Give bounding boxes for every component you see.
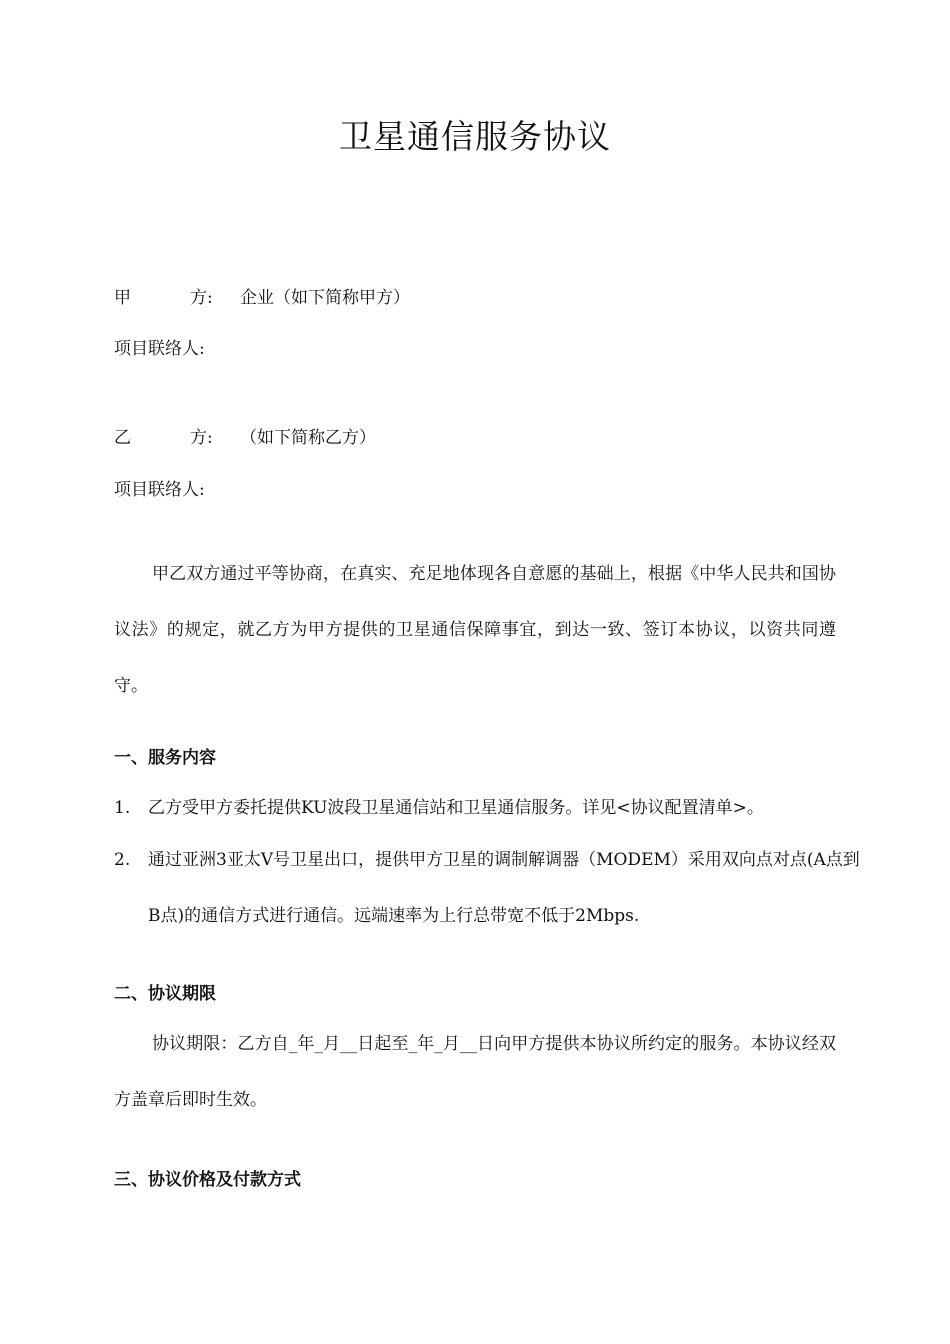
section1-item-1-text: 乙方受甲方委托提供KU波段卫星通信站和卫星通信服务。详见<协议配置清单>。 [148,798,764,818]
document-title: 卫星通信服务协议 [339,117,611,156]
party-a-line [114,286,410,310]
section2-paragraph: 协议期限：乙方自_年_月__日起至_年_月__日向甲方提供本协议所约定的服务。本协议经双方盖章后即时生效。 [114,1034,836,1110]
section1-item-2-number: 2. [114,850,131,870]
preamble-paragraph: 甲乙双方通过平等协商，在真实、充足地体现各自意愿的基础上，根据《中华人民共和国协议法》的规定，就乙方为甲方提供的卫星通信保障事宜，到达一致、签订本协议，以资共同遵守。 [114,564,836,696]
party-a-value: 企业（如下简称甲方） [240,288,410,308]
section1-item-2-text: 通过亚洲3亚太V号卫星出口，提供甲方卫星的调制解调器（MODEM）采用双向点对点(A点到B点)的通信方式进行通信。远端速率为上行总带宽不低于2Mbps. [148,850,860,926]
party-a-contact-label: 项目联络人: [114,339,205,359]
party-a-key: 甲 [114,288,131,308]
party-b-line [114,426,376,450]
section2-heading: 二、协议期限 [114,984,216,1004]
section1-heading: 一、服务内容 [114,748,216,768]
section3-heading: 三、协议价格及付款方式 [114,1170,301,1190]
party-b-key: 乙 [114,428,131,448]
section1-item-2 [114,832,870,944]
party-b-contact-label: 项目联络人: [114,480,205,500]
party-b-value: （如下简称乙方） [240,428,376,448]
section1-item-1-number: 1. [114,798,131,818]
section1-item-1 [114,780,836,836]
party-b-colon-label: 方: [190,428,213,448]
party-a-colon-label: 方: [190,288,213,308]
